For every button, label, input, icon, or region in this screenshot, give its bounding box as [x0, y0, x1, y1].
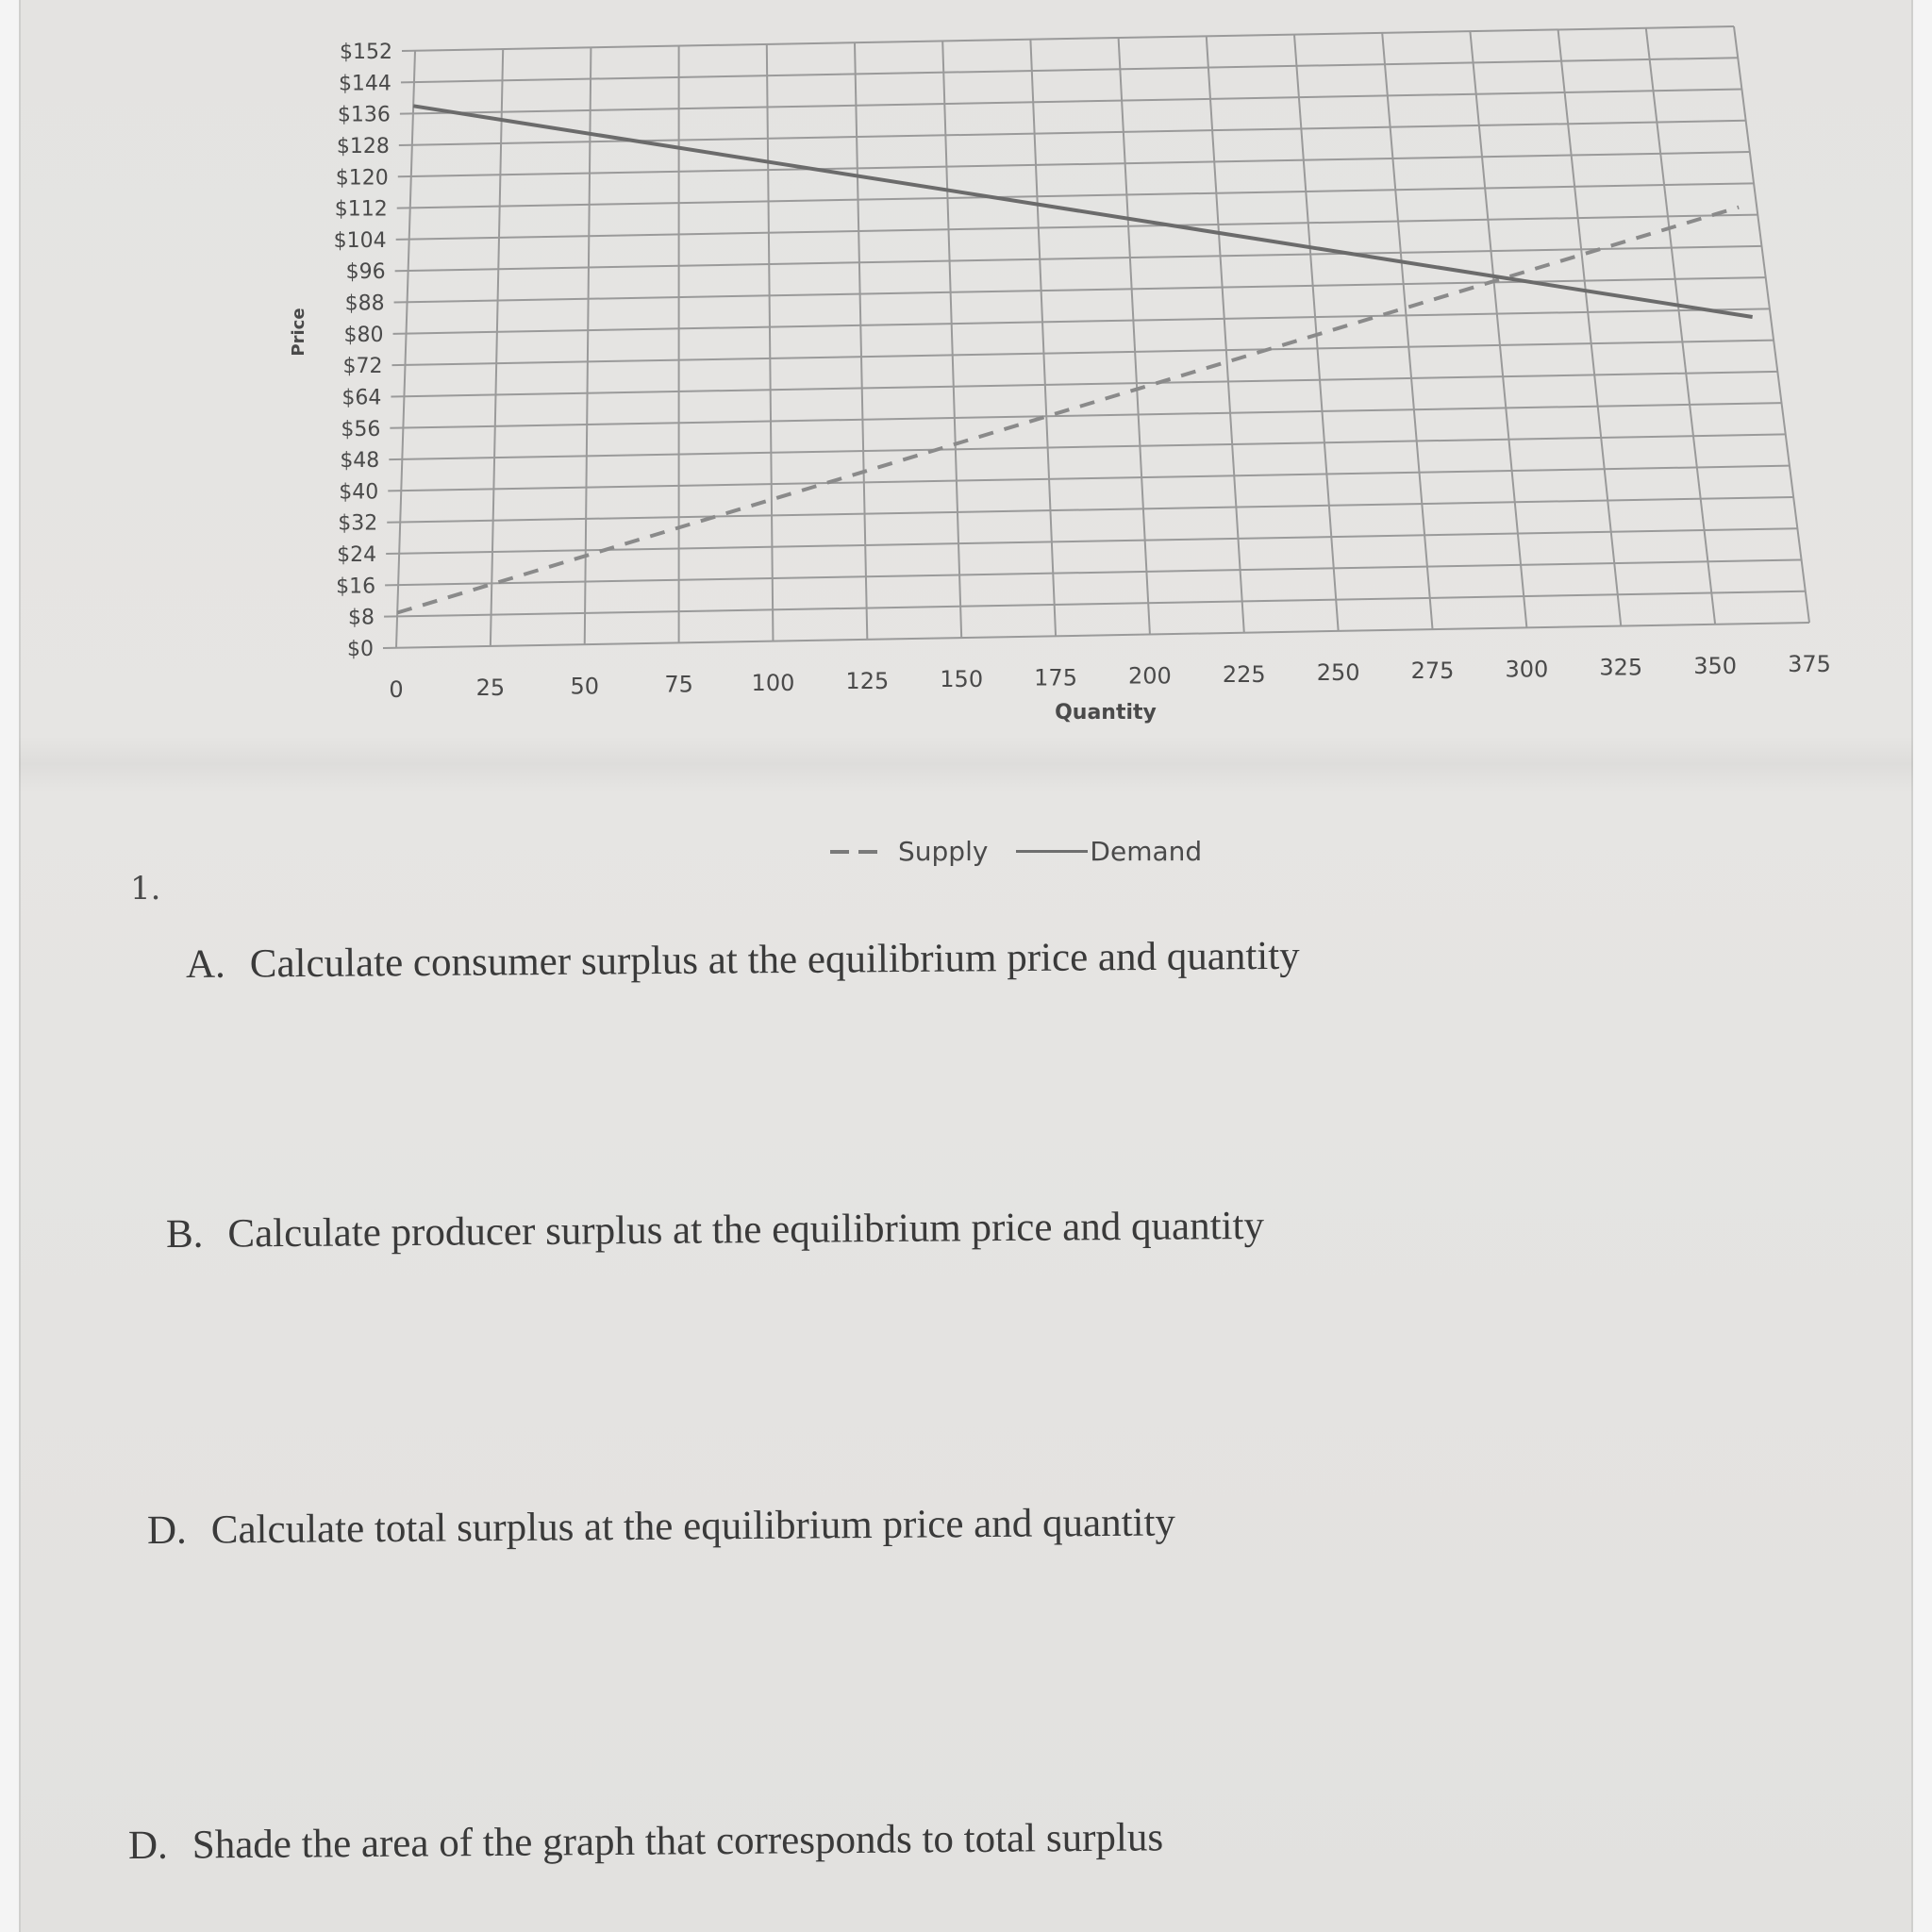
- grid-line-horizontal: [396, 215, 1758, 240]
- y-tick-label: $0: [347, 638, 374, 661]
- chart-series: [397, 106, 1752, 612]
- problem-number: 1.: [130, 870, 161, 908]
- y-tick-label: $24: [337, 543, 377, 568]
- x-axis-label: Quantity: [1055, 701, 1157, 724]
- series-line-demand: [413, 106, 1753, 317]
- legend-label-demand: Demand: [1090, 836, 1203, 867]
- x-tick-label: 275: [1410, 658, 1455, 685]
- grid-line-horizontal: [399, 121, 1746, 145]
- x-tick-label: 150: [940, 666, 984, 693]
- question-letter: D.: [146, 1507, 187, 1553]
- x-tick-label: 50: [570, 673, 600, 700]
- grid-line-horizontal: [395, 246, 1762, 271]
- y-tick-label: $40: [339, 480, 379, 505]
- y-axis-ticks: [334, 41, 392, 661]
- y-tick-label: $56: [341, 417, 381, 441]
- y-tick-label: $120: [335, 166, 389, 191]
- y-tick-label: $144: [338, 72, 391, 96]
- grid-line-horizontal: [385, 559, 1801, 585]
- x-tick-label: 0: [389, 676, 404, 703]
- chart-legend: [830, 836, 1230, 867]
- chart-grid: [383, 26, 1809, 648]
- y-tick-label: $32: [338, 511, 378, 536]
- x-tick-label: 375: [1788, 651, 1831, 677]
- grid-line-vertical: [1734, 26, 1809, 623]
- x-tick-label: 250: [1316, 659, 1360, 686]
- grid-line-horizontal: [386, 528, 1797, 554]
- y-tick-label: $128: [336, 134, 390, 158]
- grid-line-vertical: [1382, 33, 1432, 629]
- x-tick-label: 175: [1034, 664, 1077, 691]
- y-tick-label: $16: [336, 575, 376, 599]
- legend-item-demand: [1016, 836, 1202, 867]
- x-tick-label: 125: [845, 668, 890, 694]
- question-b: [166, 1203, 1264, 1257]
- question-letter: A.: [185, 941, 225, 987]
- grid-line-vertical: [1558, 29, 1622, 625]
- grid-line-vertical: [1207, 36, 1244, 632]
- grid-line-horizontal: [387, 497, 1793, 523]
- grid-line-vertical: [942, 42, 961, 639]
- x-tick-label: 225: [1222, 660, 1266, 688]
- grid-line-vertical: [491, 49, 503, 646]
- x-tick-label: 75: [664, 671, 693, 698]
- grid-line-horizontal: [388, 466, 1790, 491]
- x-tick-label: 200: [1128, 662, 1172, 690]
- question-d-total-surplus: [147, 1499, 1175, 1554]
- x-tick-label: 300: [1505, 656, 1549, 683]
- grid-line-horizontal: [398, 152, 1750, 176]
- grid-line-horizontal: [389, 434, 1785, 459]
- grid-line-horizontal: [397, 183, 1754, 208]
- x-axis-ticks: [389, 651, 1831, 703]
- supply-demand-chart: [0, 0, 1932, 755]
- grid-line-vertical: [1294, 35, 1339, 631]
- question-letter: D.: [127, 1823, 168, 1868]
- grid-line-horizontal: [401, 58, 1738, 82]
- x-tick-label: 100: [751, 669, 795, 696]
- grid-line-vertical: [1646, 28, 1715, 625]
- grid-line-vertical: [1119, 38, 1150, 634]
- x-tick-label: 350: [1693, 652, 1738, 679]
- grid-line-vertical: [1030, 40, 1056, 637]
- y-tick-label: $64: [341, 386, 382, 410]
- y-tick-label: $152: [340, 41, 392, 64]
- question-text: Calculate total surplus at the equilibrium price and quantity: [210, 1500, 1176, 1553]
- grid-line-horizontal: [402, 26, 1734, 51]
- grid-line-vertical: [767, 44, 774, 641]
- grid-line-horizontal: [383, 623, 1809, 648]
- grid-line-vertical: [396, 51, 415, 648]
- question-letter: B.: [165, 1211, 204, 1257]
- y-tick-label: $8: [348, 606, 375, 630]
- y-tick-label: $112: [334, 197, 388, 222]
- solid-line-swatch-icon: [1016, 850, 1088, 853]
- question-d-shade-area: [128, 1814, 1163, 1869]
- grid-line-vertical: [855, 42, 867, 640]
- y-tick-label: $96: [345, 260, 386, 285]
- grid-line-horizontal: [394, 277, 1766, 302]
- grid-line-horizontal: [384, 591, 1806, 617]
- grid-line-horizontal: [390, 403, 1781, 428]
- question-a: [186, 933, 1300, 988]
- y-tick-label: $104: [333, 228, 387, 253]
- dashed-line-swatch-icon: [830, 850, 883, 854]
- y-tick-label: $72: [342, 355, 383, 379]
- question-text: Calculate producer surplus at the equilibrium price and quantity: [227, 1203, 1265, 1257]
- y-tick-label: $80: [343, 323, 384, 347]
- x-tick-label: 25: [475, 675, 506, 702]
- grid-line-horizontal: [391, 372, 1777, 397]
- y-tick-label: $48: [340, 449, 380, 474]
- y-tick-label: $88: [344, 291, 385, 316]
- x-tick-label: 325: [1599, 654, 1643, 681]
- grid-line-horizontal: [393, 308, 1770, 333]
- y-axis-label: Price: [289, 308, 308, 357]
- question-text: Calculate consumer surplus at the equilibrium price and quantity: [249, 933, 1300, 987]
- grid-line-vertical: [1470, 31, 1526, 627]
- legend-item-supply: [830, 836, 988, 867]
- legend-label-supply: Supply: [898, 836, 989, 867]
- question-text: Shade the area of the graph that corresponds to total surplus: [192, 1815, 1164, 1868]
- grid-line-horizontal: [400, 90, 1742, 114]
- y-tick-label: $136: [337, 103, 391, 127]
- grid-line-horizontal: [391, 341, 1774, 366]
